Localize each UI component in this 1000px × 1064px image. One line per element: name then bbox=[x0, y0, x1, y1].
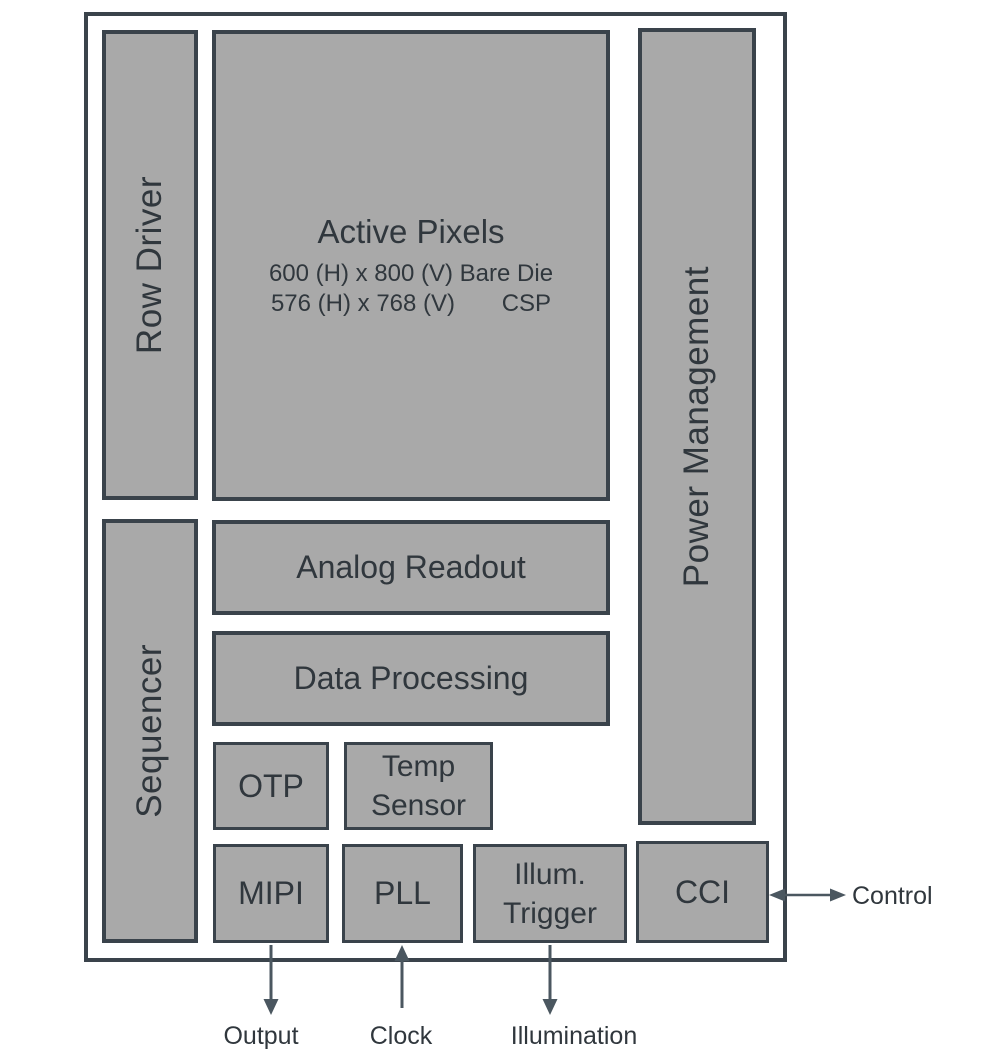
otp-label: OTP bbox=[238, 767, 304, 804]
cci-label: CCI bbox=[674, 873, 731, 910]
sequencer-label: Sequencer bbox=[130, 644, 169, 818]
block-illum-trigger bbox=[473, 844, 627, 943]
block-active-pixels bbox=[212, 30, 610, 501]
clock-label: Clock bbox=[369, 1022, 433, 1050]
block-analog-readout bbox=[212, 520, 610, 615]
illum-trigger-label: Illum. Trigger bbox=[503, 857, 597, 930]
active-pixels-dims-bare-die: 600 (H) x 800 (V) Bare Die bbox=[268, 260, 554, 288]
mipi-label: MIPI bbox=[238, 875, 304, 911]
output-label: Output bbox=[223, 1022, 299, 1050]
block-pll bbox=[342, 844, 463, 943]
block-mipi bbox=[213, 844, 329, 943]
active-pixels-title: Active Pixels bbox=[317, 213, 505, 251]
block-sequencer bbox=[102, 519, 198, 943]
row-driver-label: Row Driver bbox=[130, 175, 169, 355]
pll-label: PLL bbox=[374, 875, 431, 911]
block-power-management bbox=[638, 28, 756, 825]
analog-readout-label: Analog Readout bbox=[296, 549, 526, 585]
data-processing-label: Data Processing bbox=[293, 660, 529, 696]
control-label: Control bbox=[852, 882, 933, 910]
active-pixels-dims-csp: 576 (H) x 768 (V) CSP bbox=[270, 289, 552, 317]
power-management-label: Power Management bbox=[677, 265, 716, 588]
block-temp-sensor bbox=[344, 742, 493, 830]
block-cci bbox=[636, 841, 769, 943]
illumination-label: Illumination bbox=[510, 1022, 638, 1050]
block-data-processing bbox=[212, 631, 610, 726]
temp-sensor-label: Temp Sensor bbox=[370, 750, 467, 822]
block-row-driver bbox=[102, 30, 198, 500]
block-otp bbox=[213, 742, 329, 830]
